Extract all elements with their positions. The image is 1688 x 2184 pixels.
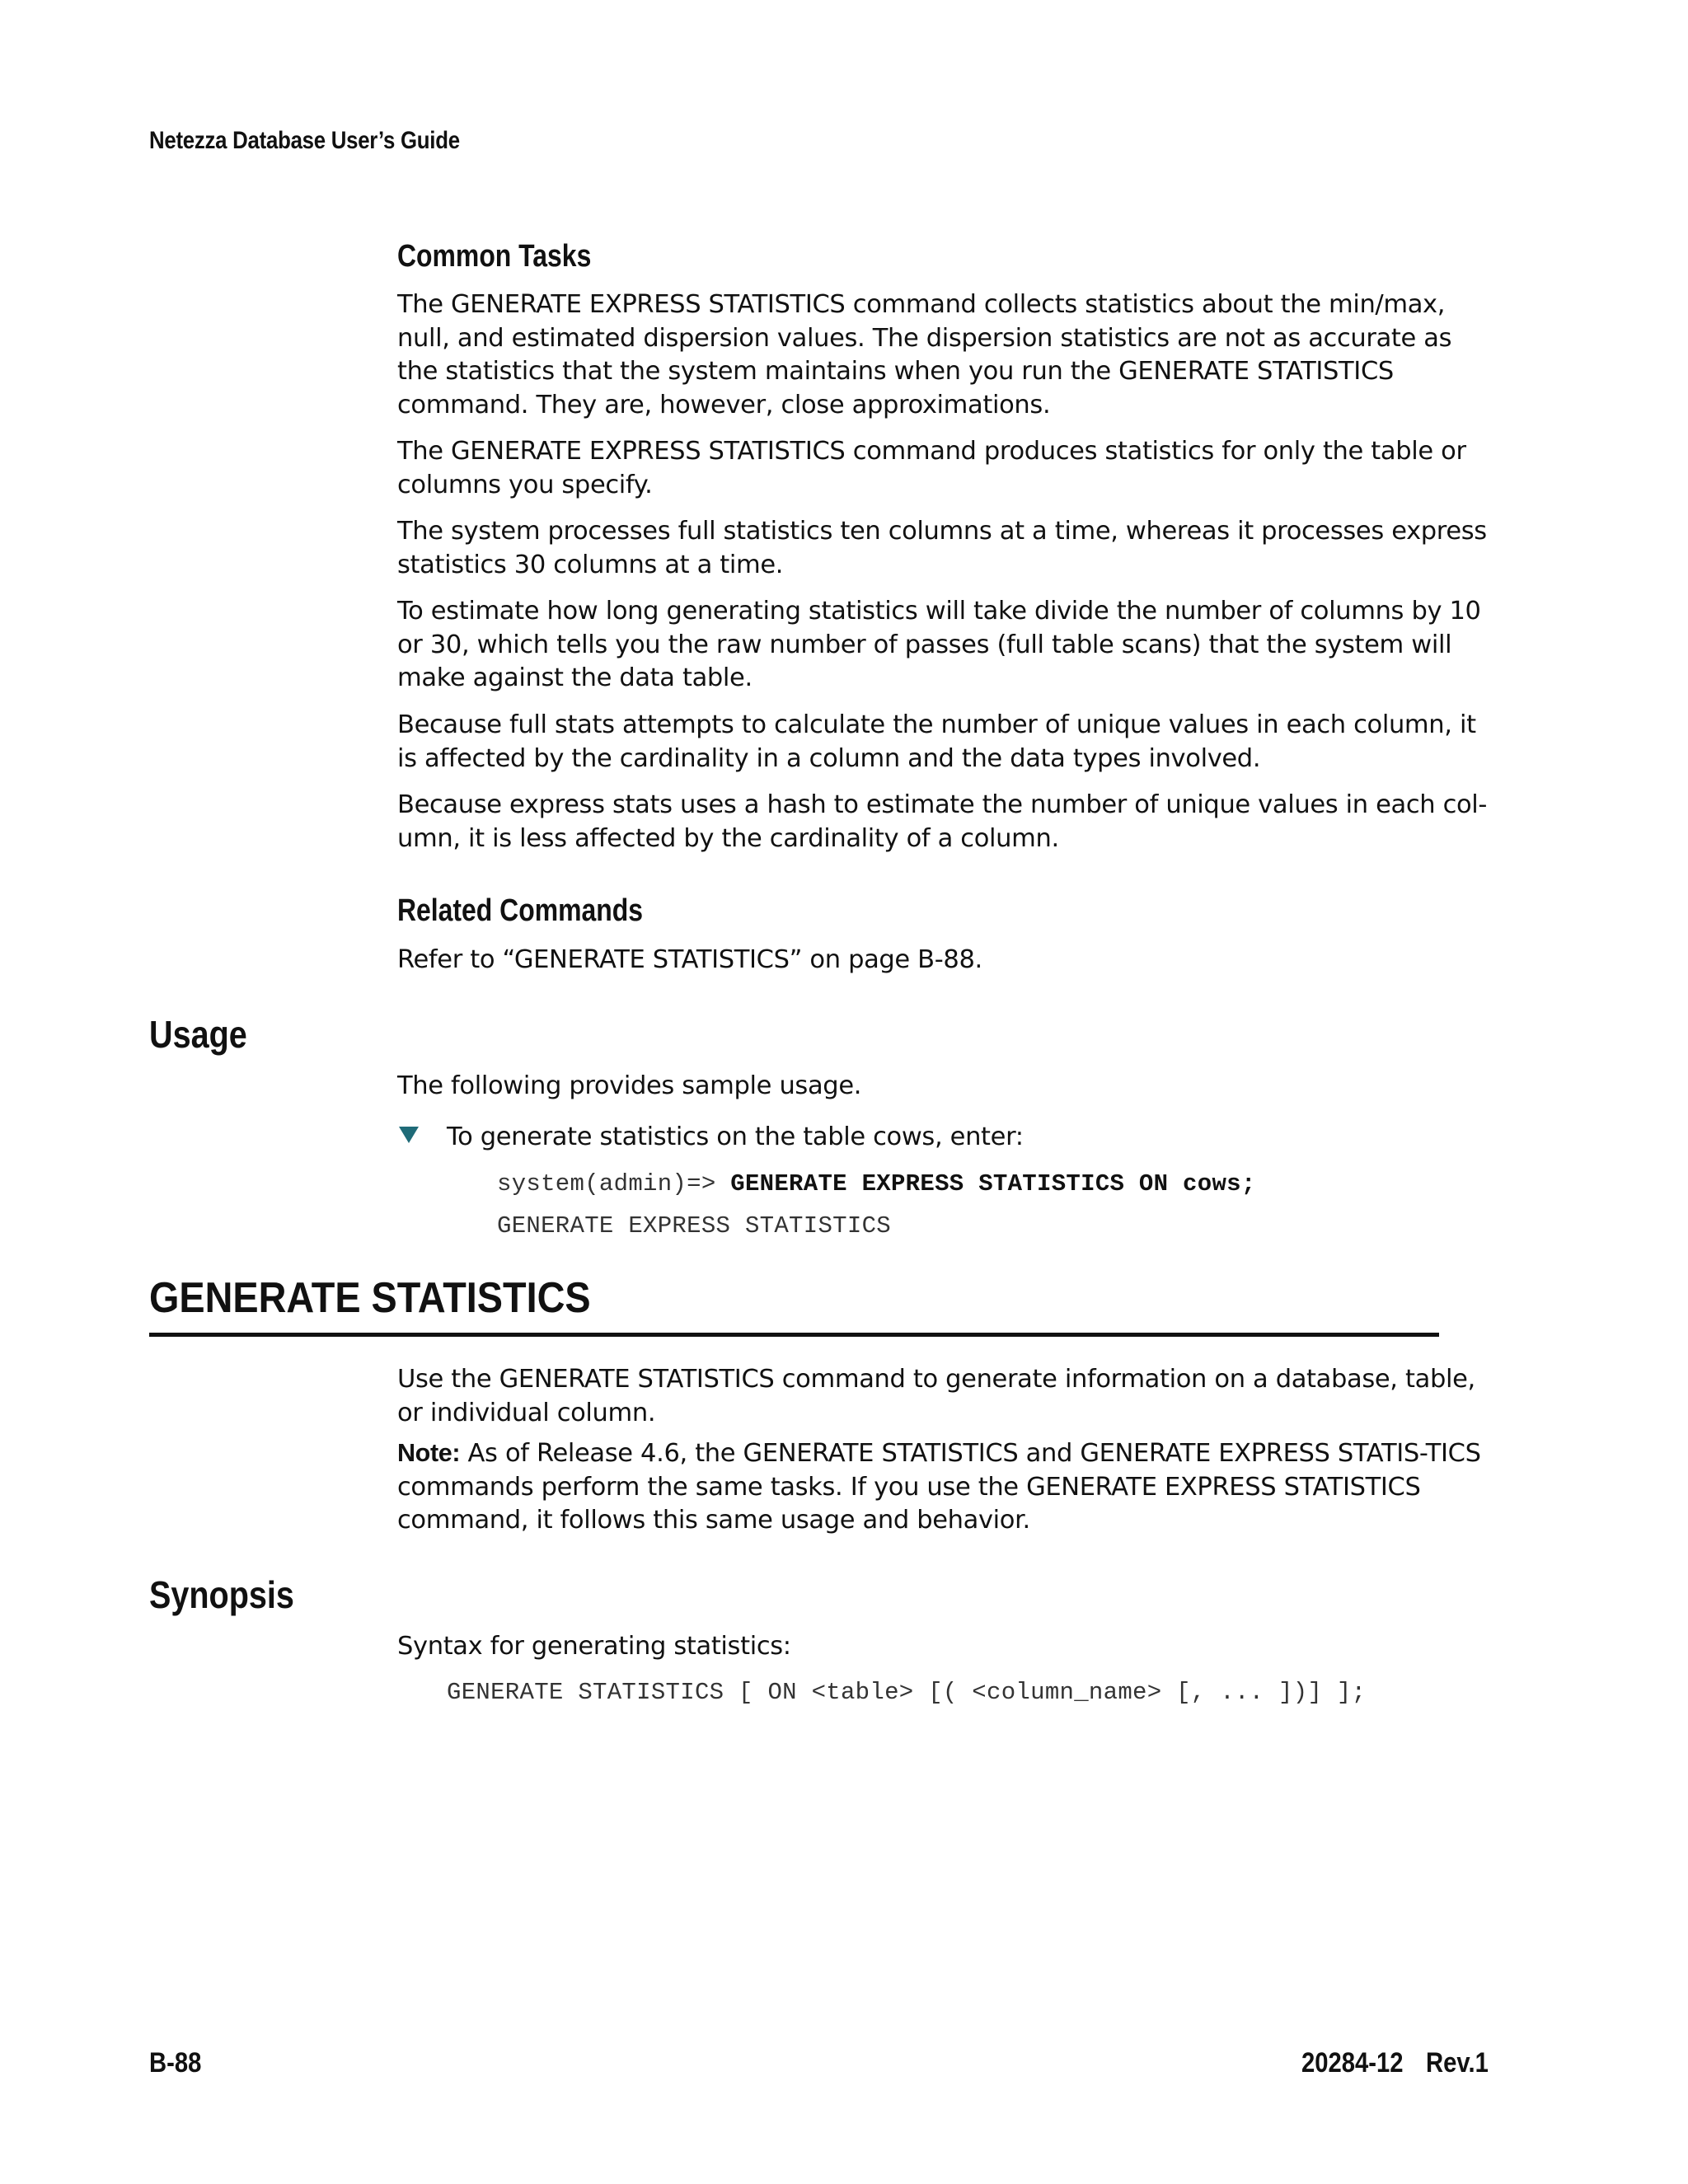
cross-reference: Refer to “GENERATE STATISTICS” on page B-88.: [397, 945, 982, 974]
running-header: Netezza Database User’s Guide: [149, 127, 460, 154]
related-commands-heading: Related Commands: [397, 893, 643, 928]
synopsis-syntax: GENERATE STATISTICS [ ON <table> [( <column_name> [, ... ])] ];: [447, 1679, 1367, 1706]
code-output-line: GENERATE EXPRESS STATISTICS: [497, 1212, 891, 1240]
common-tasks-p1: [397, 288, 1490, 422]
paragraph: Use the GENERATE STATISTICS command to generate information on a database, table, or individual column.: [397, 1365, 1475, 1427]
paragraph: To estimate how long generating statistics will take divide the number of columns by 10 or 30, which tells you the raw number of passes (full table scans) that the system will make against the data table.: [397, 597, 1481, 692]
common-tasks-heading: Common Tasks: [397, 239, 592, 274]
generate-statistics-note: [397, 1436, 1490, 1538]
bullet-text: To generate statistics on the table cows, enter:: [447, 1122, 1024, 1151]
usage-bullet: [399, 1121, 1024, 1154]
common-tasks-p3: [397, 515, 1490, 582]
code-command: GENERATE EXPRESS STATISTICS ON cows;: [730, 1170, 1256, 1197]
synopsis-heading: Synopsis: [149, 1573, 294, 1616]
paragraph: The GENERATE EXPRESS STATISTICS command produces statistics for only the table or columns you specify.: [397, 437, 1466, 499]
footer-doc-info: [1301, 2047, 1489, 2079]
footer-doc-id: 20284-12: [1301, 2047, 1404, 2079]
code-command-line: [497, 1170, 1256, 1197]
paragraph: Because express stats uses a hash to estimate the number of unique values in each col-umn, it is less affected by the cardinality of a column.: [397, 790, 1488, 853]
synopsis-intro: [397, 1630, 1490, 1664]
section-title: GENERATE STATISTICS: [149, 1274, 591, 1322]
generate-statistics-description: [397, 1363, 1490, 1430]
section-rule: [149, 1333, 1439, 1337]
related-commands-text: [397, 944, 1490, 977]
note-text: As of Release 4.6, the GENERATE STATISTICS and GENERATE EXPRESS STATIS-TICS commands perform the same tasks. If you use the GENERATE EXPRESS STATISTICS command, it follows this same usage and behavior.: [397, 1439, 1481, 1535]
paragraph: The GENERATE EXPRESS STATISTICS command collects statistics about the min/max, null, and estimated dispersion values. The dispersion statistics are not as accurate as the statistics that the system maintains when you run the GENERATE STATISTICS command. They are, however, close approximations.: [397, 290, 1452, 419]
paragraph: Because full stats attempts to calculate the number of unique values in each column, it is affected by the cardinality in a column and the data types involved.: [397, 710, 1476, 773]
paragraph: The system processes full statistics ten columns at a time, whereas it processes express statistics 30 columns at a time.: [397, 517, 1487, 579]
common-tasks-p6: [397, 789, 1490, 855]
common-tasks-p4: [397, 595, 1490, 696]
paragraph: Syntax for generating statistics:: [397, 1632, 791, 1661]
common-tasks-p5: [397, 709, 1490, 776]
usage-intro: [397, 1070, 1490, 1104]
footer-page-number: B-88: [149, 2047, 202, 2079]
code-prompt: system(admin)=>: [497, 1170, 731, 1197]
usage-heading: Usage: [149, 1013, 247, 1056]
paragraph: The following provides sample usage.: [397, 1071, 862, 1100]
common-tasks-p2: [397, 435, 1490, 502]
triangle-bullet-icon: [399, 1127, 419, 1143]
note: [397, 1436, 1490, 1538]
footer-revision: Rev.1: [1426, 2047, 1489, 2079]
note-label: Note:: [397, 1439, 461, 1467]
